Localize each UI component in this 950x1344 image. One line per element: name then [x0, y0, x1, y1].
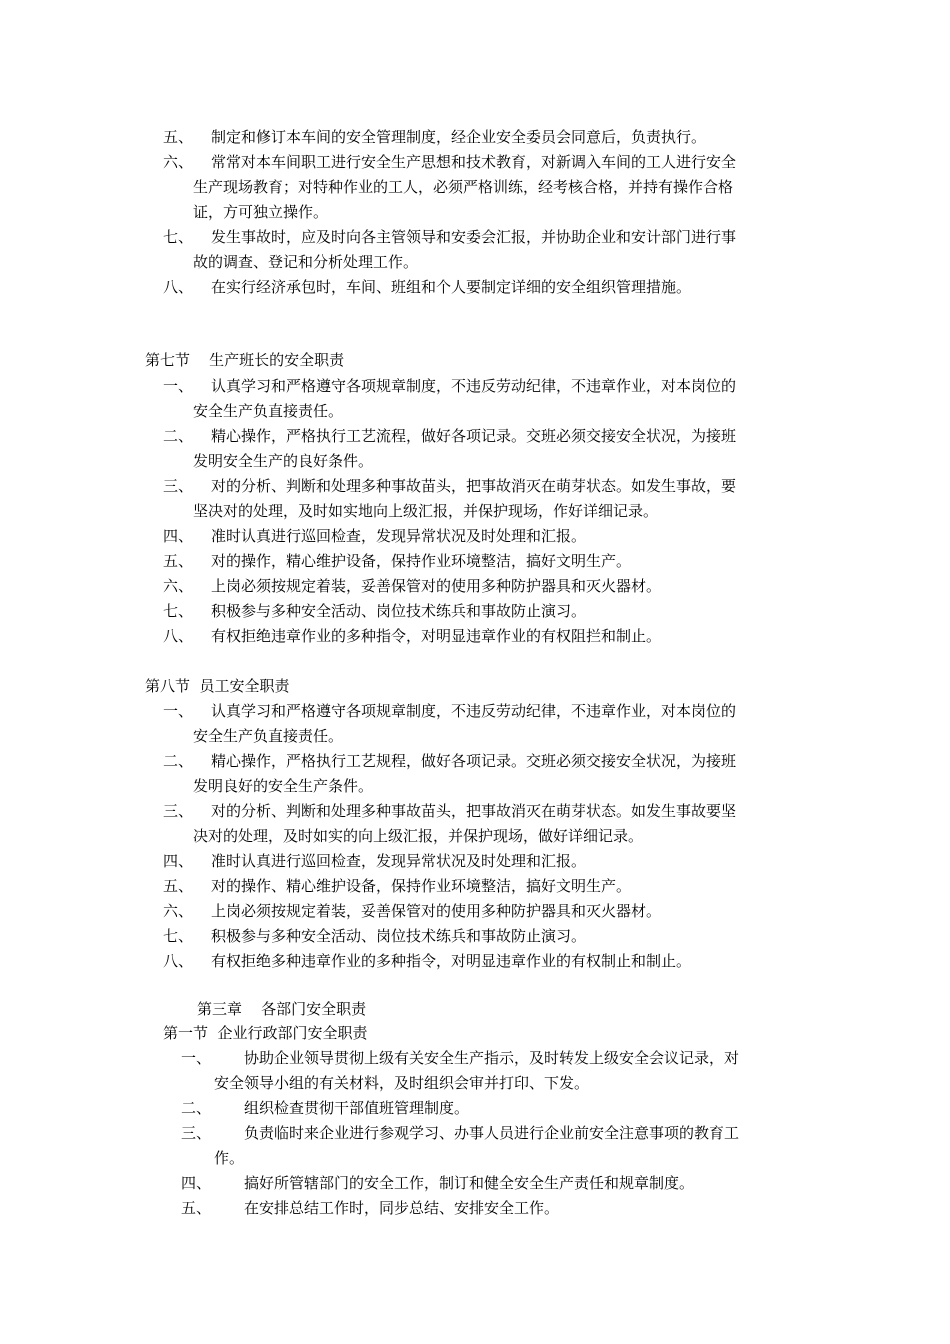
item-number: 四、 [181, 1174, 212, 1192]
item-number: 二、 [163, 752, 194, 770]
item-text: 认真学习和严格遵守各项规章制度，不违反劳动纪律，不违章作业，对本岗位的 [211, 702, 737, 720]
item-number: 六、 [163, 153, 194, 171]
item-text: 在安排总结工作时，同步总结、安排安全工作。 [244, 1199, 560, 1217]
item-text: 决对的处理，及时如实的向上级汇报，并保护现场，做好详细记录。 [193, 827, 644, 845]
item-text: 负责临时来企业进行参观学习、办事人员进行企业前安全注意事项的教育工 [244, 1124, 740, 1142]
chapter-title: 第三章 各部门安全职责 [197, 1000, 367, 1018]
item-text: 对的操作，精心维护设备，保持作业环境整洁，搞好文明生产。 [211, 552, 632, 570]
item-text: 对的操作、精心维护设备，保持作业环境整洁，搞好文明生产。 [211, 877, 632, 895]
item-text: 上岗必须按规定着装，妥善保管对的使用多种防护器具和灭火器材。 [211, 577, 662, 595]
item-text: 有权拒绝违章作业的多种指令，对明显违章作业的有权阻拦和制止。 [211, 627, 662, 645]
item-number: 五、 [163, 128, 194, 146]
item-text: 对的分析、判断和处理多种事故苗头，把事故消灭在萌芽状态。如发生事故，要 [211, 477, 737, 495]
item-text: 故的调查、登记和分析处理工作。 [193, 253, 419, 271]
item-number: 八、 [163, 952, 194, 970]
item-text: 制定和修订本车间的安全管理制度，经企业安全委员会同意后，负责执行。 [211, 128, 707, 146]
item-text: 精心操作，严格执行工艺流程，做好各项记录。交班必须交接安全状况，为接班 [211, 427, 737, 445]
item-text: 作。 [214, 1149, 245, 1167]
item-text: 安全领导小组的有关材料，及时组织会审并打印、下发。 [214, 1074, 590, 1092]
item-number: 八、 [163, 627, 194, 645]
item-text: 安全生产负直接责任。 [193, 727, 344, 745]
item-text: 生产现场教育；对特种作业的工人，必须严格训练，经考核合格，并持有操作合格 [193, 178, 734, 196]
item-text: 发生事故时，应及时向各主管领导和安委会汇报，并协助企业和安计部门进行事 [211, 228, 737, 246]
item-number: 一、 [163, 377, 194, 395]
item-number: 五、 [163, 552, 194, 570]
item-text: 积极参与多种安全活动、岗位技术练兵和事故防止演习。 [211, 927, 587, 945]
item-text: 精心操作，严格执行工艺规程，做好各项记录。交班必须交接安全状况，为接班 [211, 752, 737, 770]
item-number: 二、 [181, 1099, 212, 1117]
item-text: 认真学习和严格遵守各项规章制度，不违反劳动纪律，不违章作业，对本岗位的 [211, 377, 737, 395]
item-number: 五、 [163, 877, 194, 895]
item-number: 二、 [163, 427, 194, 445]
item-text: 发明良好的安全生产条件。 [193, 777, 374, 795]
item-text: 协助企业领导贯彻上级有关安全生产指示，及时转发上级安全会议记录，对 [244, 1049, 740, 1067]
item-number: 三、 [163, 802, 194, 820]
item-text: 准时认真进行巡回检查，发现异常状况及时处理和汇报。 [211, 852, 587, 870]
item-text: 搞好所管辖部门的安全工作，制订和健全安全生产责任和规章制度。 [244, 1174, 695, 1192]
item-text: 对的分析、判断和处理多种事故苗头，把事故消灭在萌芽状态。如发生事故要坚 [211, 802, 737, 820]
item-text: 准时认真进行巡回检查，发现异常状况及时处理和汇报。 [211, 527, 587, 545]
item-text: 坚决对的处理，及时如实地向上级汇报，并保护现场，作好详细记录。 [193, 502, 659, 520]
item-number: 七、 [163, 927, 194, 945]
item-number: 八、 [163, 278, 194, 296]
item-number: 三、 [163, 477, 194, 495]
section-title: 第一节 企业行政部门安全职责 [163, 1024, 368, 1042]
item-number: 四、 [163, 852, 194, 870]
item-number: 四、 [163, 527, 194, 545]
item-number: 一、 [181, 1049, 212, 1067]
item-number: 七、 [163, 602, 194, 620]
section-title: 第七节 生产班长的安全职责 [145, 351, 345, 369]
item-text: 有权拒绝多种违章作业的多种指令，对明显违章作业的有权制止和制止。 [211, 952, 692, 970]
item-number: 六、 [163, 902, 194, 920]
item-text: 常常对本车间职工进行安全生产思想和技术教育，对新调入车间的工人进行安全 [211, 153, 737, 171]
item-number: 一、 [163, 702, 194, 720]
item-text: 积极参与多种安全活动、岗位技术练兵和事故防止演习。 [211, 602, 587, 620]
item-number: 五、 [181, 1199, 212, 1217]
item-text: 发明安全生产的良好条件。 [193, 452, 374, 470]
item-text: 上岗必须按规定着装，妥善保管对的使用多种防护器具和灭火器材。 [211, 902, 662, 920]
item-number: 六、 [163, 577, 194, 595]
item-number: 三、 [181, 1124, 212, 1142]
item-text: 在实行经济承包时，车间、班组和个人要制定详细的安全组织管理措施。 [211, 278, 692, 296]
item-number: 七、 [163, 228, 194, 246]
item-text: 安全生产负直接责任。 [193, 402, 344, 420]
item-text: 证，方可独立操作。 [193, 203, 329, 221]
section-title: 第八节 员工安全职责 [145, 677, 290, 695]
item-text: 组织检查贯彻干部值班管理制度。 [244, 1099, 470, 1117]
